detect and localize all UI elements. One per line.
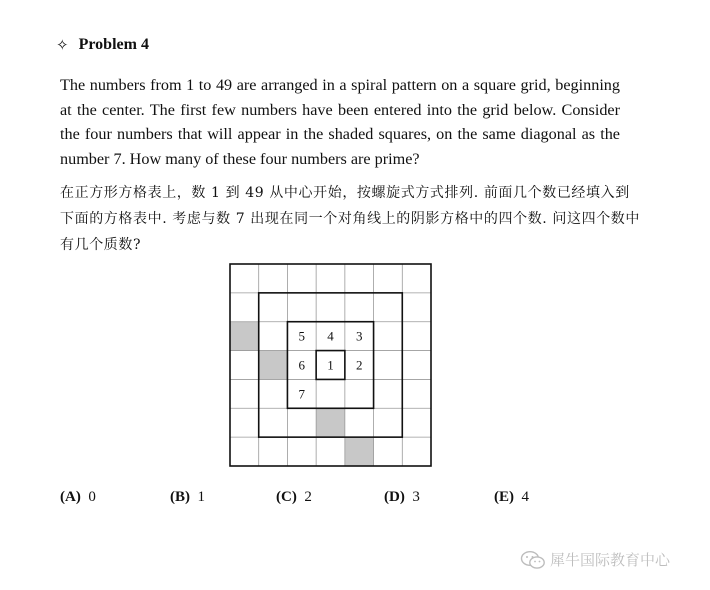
choice-b[interactable] — [170, 489, 205, 506]
diamond-icon: ✧ — [56, 36, 69, 54]
choice-e-value: 4 — [521, 489, 529, 505]
shaded-square — [345, 437, 374, 466]
choice-d-value: 3 — [412, 489, 420, 505]
choice-b-value: 1 — [197, 489, 205, 505]
spiral-grid — [229, 263, 432, 467]
choice-d-label: (D) — [384, 489, 405, 505]
problem-title: Problem 4 — [78, 36, 149, 53]
shaded-square — [230, 322, 259, 351]
choice-c-label: (C) — [276, 489, 297, 505]
grid-number: 1 — [327, 357, 334, 373]
choice-a-value: 0 — [88, 489, 96, 505]
grid-number: 4 — [327, 328, 334, 344]
shaded-square — [259, 351, 288, 380]
grid-number: 2 — [355, 357, 363, 373]
watermark — [520, 549, 670, 570]
choice-a[interactable] — [60, 489, 96, 506]
choice-d[interactable] — [384, 489, 420, 506]
choice-a-label: (A) — [60, 489, 81, 505]
answer-choices — [60, 489, 620, 511]
shaded-square — [316, 408, 345, 437]
choice-e-label: (E) — [494, 489, 514, 505]
choice-c-value: 2 — [304, 489, 312, 505]
problem-header — [56, 36, 149, 54]
grid-number: 5 — [298, 328, 306, 344]
watermark-text: 犀牛国际教育中心 — [550, 551, 671, 569]
grid-number: 3 — [355, 328, 363, 344]
choice-b-label: (B) — [170, 489, 190, 505]
grid-number: 6 — [298, 357, 306, 373]
wechat-icon — [520, 550, 546, 570]
choice-e[interactable] — [494, 489, 529, 506]
problem-text-chinese: 在正方形方格表上，数 1 到 49 从中心开始，按螺旋式方式排列. 前面几个数已经填入到下面的方格表中. 考虑与数 7 出现在同一个对角线上的阴影方格中的四个数. 问这四个数中有几个质数? — [60, 185, 641, 253]
problem-text-english: The numbers from 1 to 49 are arranged in a spiral pattern on a square grid, beginning at the center. The first few numbers have been entered into the grid below. Consider the four numbers that will appear in the shaded squares, on the same diagonal as the number 7. How many of these four numbers are prime? — [60, 76, 620, 168]
choice-c[interactable] — [276, 489, 312, 506]
grid-number: 7 — [298, 386, 306, 402]
